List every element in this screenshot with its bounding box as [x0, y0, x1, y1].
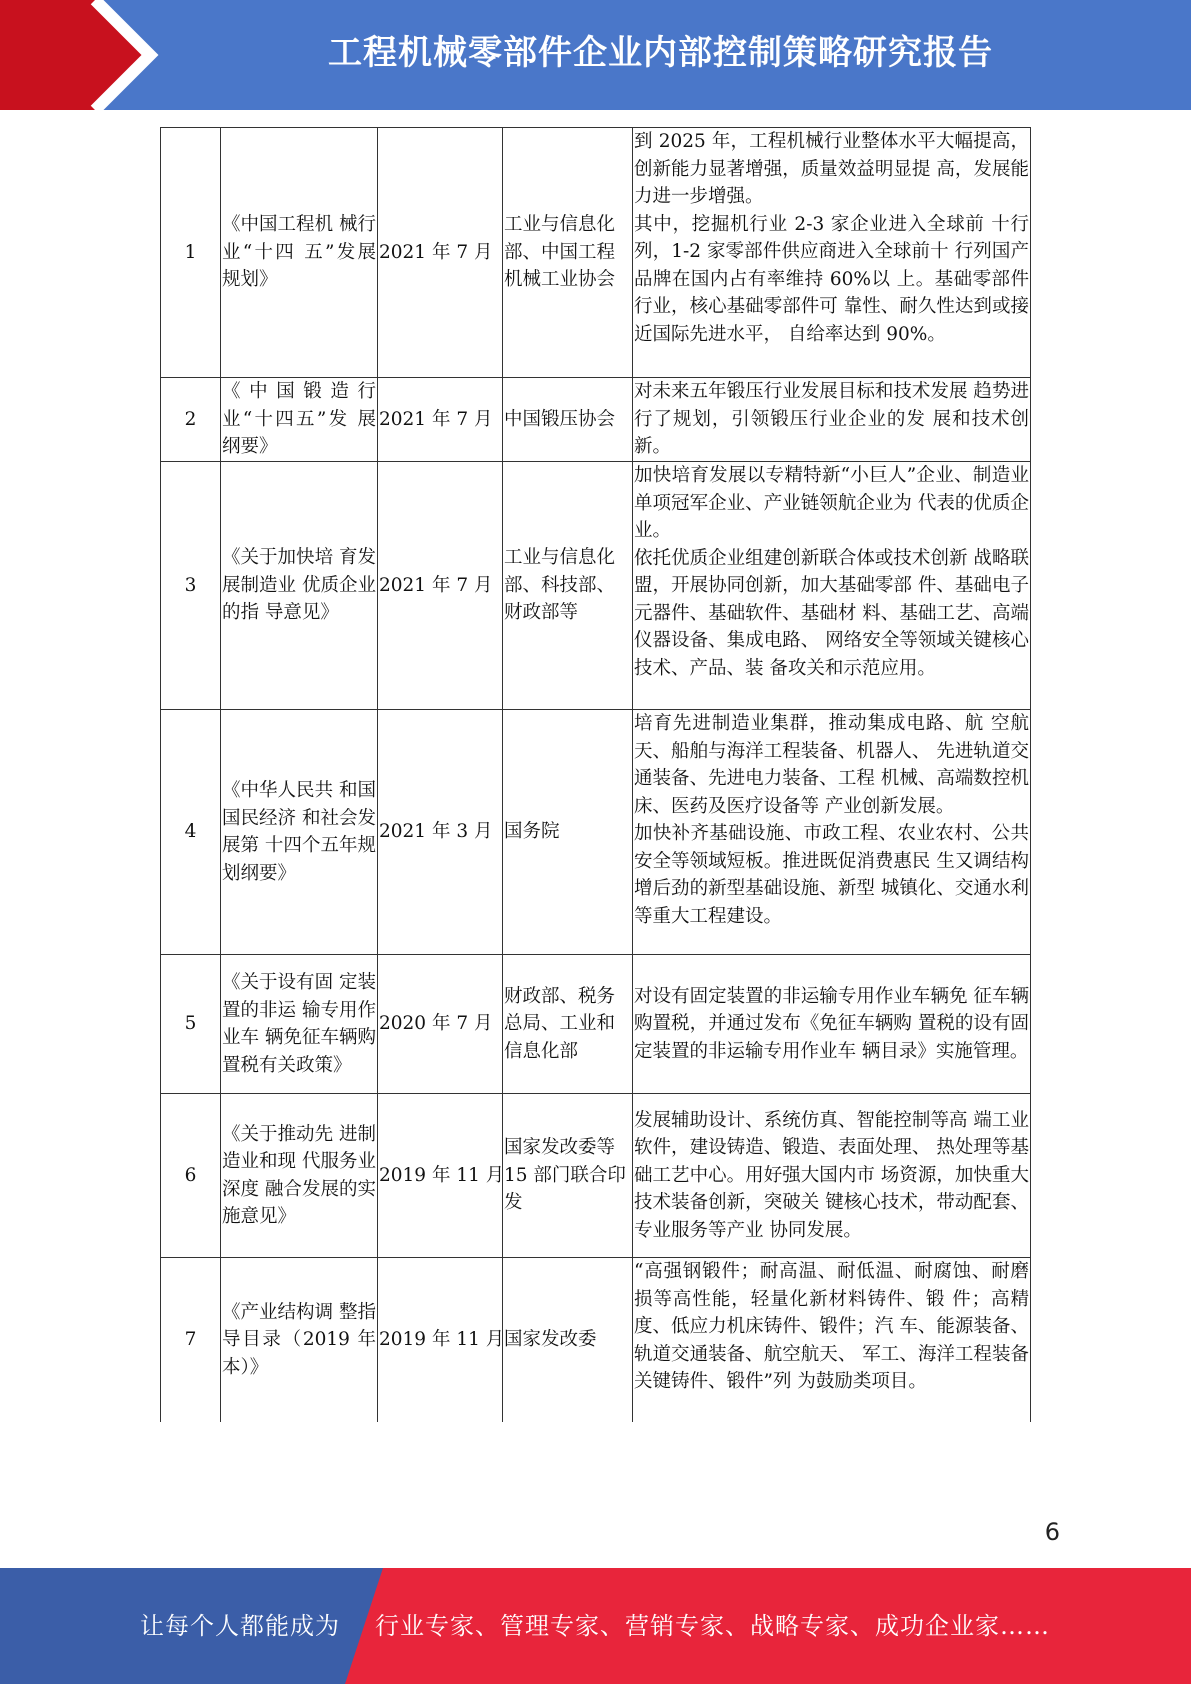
row-number: 4 [161, 710, 221, 955]
row-number: 5 [161, 955, 221, 1094]
table-row [161, 955, 1031, 1094]
report-title: 工程机械零部件企业内部控制策略研究报告 [328, 33, 993, 73]
row-number: 2 [161, 378, 221, 462]
page-number: 6 [1044, 1518, 1060, 1546]
table-row [161, 710, 1031, 955]
issue-date: 2019 年 11 月 [378, 1094, 503, 1258]
row-number: 1 [161, 128, 221, 378]
issue-date: 2021 年 7 月 [378, 128, 503, 378]
content-paragraph: 培育先进制造业集群，推动集成电路、航 空航天、船舶与海洋工程装备、机器人、 先进轨道交通装备、先进电力装备、工程 机械、高端数控机床、医药及医疗设备等 产业创新发展。 [634, 713, 1029, 817]
content-paragraph: 到 2025 年，工程机械行业整体水平大幅提高，创新能力显著增强，质量效益明显提 高，发展能力进一步增强。 [634, 131, 1029, 207]
content-paragraph: 加快补齐基础设施、市政工程、农业农村、公共安全等领域短板。推进既促消费惠民 生又调结构增后劲的新型基础设施、新型 城镇化、交通水利等重大工程建设。 [634, 823, 1029, 927]
issuing-body: 工业与信息化部、科技部、财政部等 [503, 462, 633, 710]
issuing-body: 国家发改委等 15 部门联合印发 [503, 1094, 633, 1258]
issuing-body: 国务院 [503, 710, 633, 955]
policy-table [160, 127, 1031, 1422]
main-content [633, 955, 1031, 1094]
document-name: 《关于设有固 定装置的非运 输专用作业车 辆免征车辆购 置税有关政策》 [221, 955, 378, 1094]
main-content [633, 378, 1031, 462]
main-content [633, 1094, 1031, 1258]
document-name: 《产业结构调 整指导目录（2019 年本）》 [221, 1258, 378, 1422]
document-name: 《中国工程机 械行业“十四 五”发展规划》 [221, 128, 378, 378]
issue-date: 2021 年 7 月 [378, 378, 503, 462]
issue-date: 2021 年 7 月 [378, 462, 503, 710]
table-row [161, 1258, 1031, 1422]
page-footer [0, 1568, 1191, 1684]
issue-date: 2019 年 11 月 [378, 1258, 503, 1422]
row-number: 3 [161, 462, 221, 710]
issuing-body: 工业与信息化部、中国工程机械工业协会 [503, 128, 633, 378]
content-paragraph: 其中，挖掘机行业 2-3 家企业进入全球前 十行列，1-2 家零部件供应商进入全球前十 行列国产品牌在国内占有率维持 60%以 上。基础零部件行业，核心基础零部件可 靠性、耐久性达到或接近国际先进水平， 自给率达到 90%。 [634, 213, 1029, 345]
document-name: 《关于加快培 育发展制造业 优质企业的指 导意见》 [221, 462, 378, 710]
row-number: 6 [161, 1094, 221, 1258]
content-paragraph: 对设有固定装置的非运输专用作业车辆免 征车辆购置税，并通过发布《免征车辆购 置税的设有固定装置的非运输专用作业车 辆目录》实施管理。 [634, 985, 1029, 1062]
table-row [161, 378, 1031, 462]
content-paragraph: 发展辅助设计、系统仿真、智能控制等高 端工业软件，建设铸造、锻造、表面处理、 热处理等基础工艺中心。用好强大国内市 场资源，加快重大技术装备创新，突破关 键核心技术，带动配套、专业服务等产业 协同发展。 [634, 1109, 1029, 1241]
issuing-body: 国家发改委 [503, 1258, 633, 1422]
document-name: 《中国锻造行 业“十四五”发 展纲要》 [221, 378, 378, 462]
document-name: 《关于推动先 进制造业和现 代服务业深度 融合发展的实 施意见》 [221, 1094, 378, 1258]
content-paragraph: 依托优质企业组建创新联合体或技术创新 战略联盟，开展协同创新，加大基础零部 件、基础电子元器件、基础软件、基础材 料、基础工艺、高端仪器设备、集成电路、 网络安全等领域关键核心技术、产品、装 备攻关和示范应用。 [634, 547, 1029, 679]
footer-slogan-lead: 让每个人都能成为 [140, 1612, 340, 1640]
main-content [633, 710, 1031, 955]
content-paragraph: 对未来五年锻压行业发展目标和技术发展 趋势进行了规划，引领锻压行业企业的发 展和技术创新。 [634, 381, 1029, 457]
page-header [0, 0, 1191, 110]
issuing-body: 中国锻压协会 [503, 378, 633, 462]
table-row [161, 1094, 1031, 1258]
main-content [633, 1258, 1031, 1422]
issuing-body: 财政部、税务总局、工业和信息化部 [503, 955, 633, 1094]
row-number: 7 [161, 1258, 221, 1422]
main-content [633, 128, 1031, 378]
footer-slogan-roles: 行业专家、管理专家、营销专家、战略专家、成功企业家…… [375, 1612, 1050, 1640]
main-content [633, 462, 1031, 710]
content-paragraph: “高强钢锻件；耐高温、耐低温、耐腐蚀、耐磨损等高性能，轻量化新材料铸件、锻 件；高精度、低应力机床铸件、锻件；汽 车、能源装备、轨道交通装备、航空航天、 军工、海洋工程装备关键铸件、锻件”列 为鼓励类项目。 [634, 1261, 1029, 1392]
table-row [161, 128, 1031, 378]
content-paragraph: 加快培育发展以专精特新“小巨人”企业、制造业单项冠军企业、产业链领航企业为 代表的优质企业。 [634, 465, 1029, 541]
issue-date: 2021 年 3 月 [378, 710, 503, 955]
document-name: 《中华人民共 和国国民经济 和社会发展第 十四个五年规 划纲要》 [221, 710, 378, 955]
table-row [161, 462, 1031, 710]
issue-date: 2020 年 7 月 [378, 955, 503, 1094]
